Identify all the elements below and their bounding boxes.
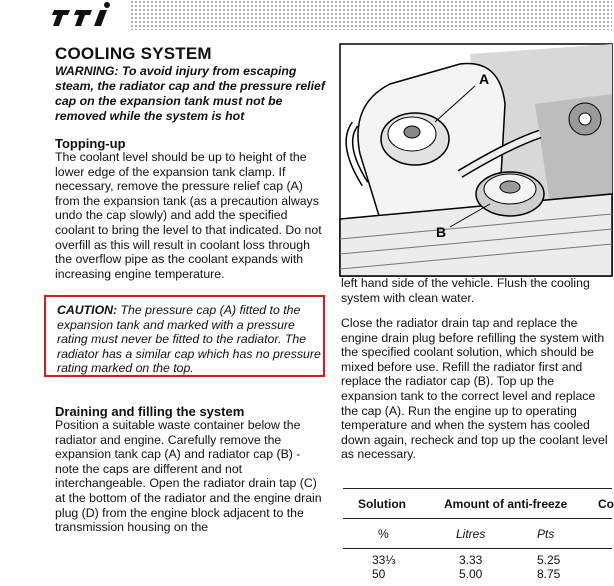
brand-logo-icon [48, 0, 128, 28]
caution-label: CAUTION: [57, 303, 118, 317]
table-row-2-pints: 8.75 [537, 567, 561, 581]
header-halftone-band [130, 0, 612, 30]
table-bottom-rule [343, 548, 612, 549]
topping-up-text: The coolant level should be up to height of the lower edge of the expansion tank clamp. If necessary, remove the pressure relief cap (A) from the expansion tank (as a precaution always undo the cap slowly) and add the specified coolant to bring the level to that indicated. Do not overfill as this will result in coolant loss through the overflow pipe as the coolant expands with increasing engine temperature. [55, 150, 322, 281]
caution-body: The pressure cap (A) fitted to the expansion tank and marked with a pressure rating must never be fitted to the radiator. The radiator has a similar cap which has no pressure rating marked on the top. [57, 303, 321, 376]
table-unit-percent: % [378, 527, 389, 541]
table-header-antifreeze: Amount of anti-freeze [444, 497, 568, 511]
section-title: COOLING SYSTEM [55, 44, 212, 63]
table-unit-pints: Pts [537, 527, 555, 541]
topping-up-heading: Topping-up [55, 136, 126, 151]
table-row-1-solution: 33⅓ [372, 553, 396, 567]
table-row-2-solution: 50 [372, 567, 386, 581]
label-b: B [436, 224, 447, 240]
draining-heading: Draining and filling the system [55, 404, 245, 419]
table-row-1-pints: 5.25 [537, 553, 561, 567]
table-header-concentration: Co [598, 497, 614, 511]
draining-text: Position a suitable waste container below the radiator and engine. Carefully remove the expansion tank cap (A) and radiator cap (B) - note the caps are different and not interchangeable. Open the radiator drain tap (C) at the bottom of the radiator and the engine drain plug (D) from the engine block adjacent to the transmission housing on the [55, 418, 322, 535]
table-header-solution: Solution [358, 497, 406, 511]
caution-text [57, 303, 325, 376]
radiator-caps-illustration [340, 44, 612, 276]
table-unit-litres: Litres [456, 527, 486, 541]
table-mid-rule [343, 518, 612, 519]
right-para-2: Close the radiator drain tap and replace the engine drain plug before refilling the system with the specified coolant solution, which should be mixed before use. Refill the radiator first and replace the radiator cap (B). Top up the expansion tank to the correct level and replace the cap (A). Run the engine up to operating temperature and when the system has cooled down again, recheck and top up the coolant level as necessary. [341, 316, 608, 462]
table-row-1-litres: 3.33 [459, 553, 483, 567]
right-para-1: left hand side of the vehicle. Flush the cooling system with clean water. [341, 276, 590, 305]
warning-text: WARNING: To avoid injury from escaping steam, the radiator cap and the pressure relief cap on the expansion tank must not be removed while the system is hot [55, 64, 325, 123]
table-row-2-litres: 5.00 [459, 567, 483, 581]
table-top-rule [343, 488, 612, 489]
label-a: A [479, 71, 490, 87]
